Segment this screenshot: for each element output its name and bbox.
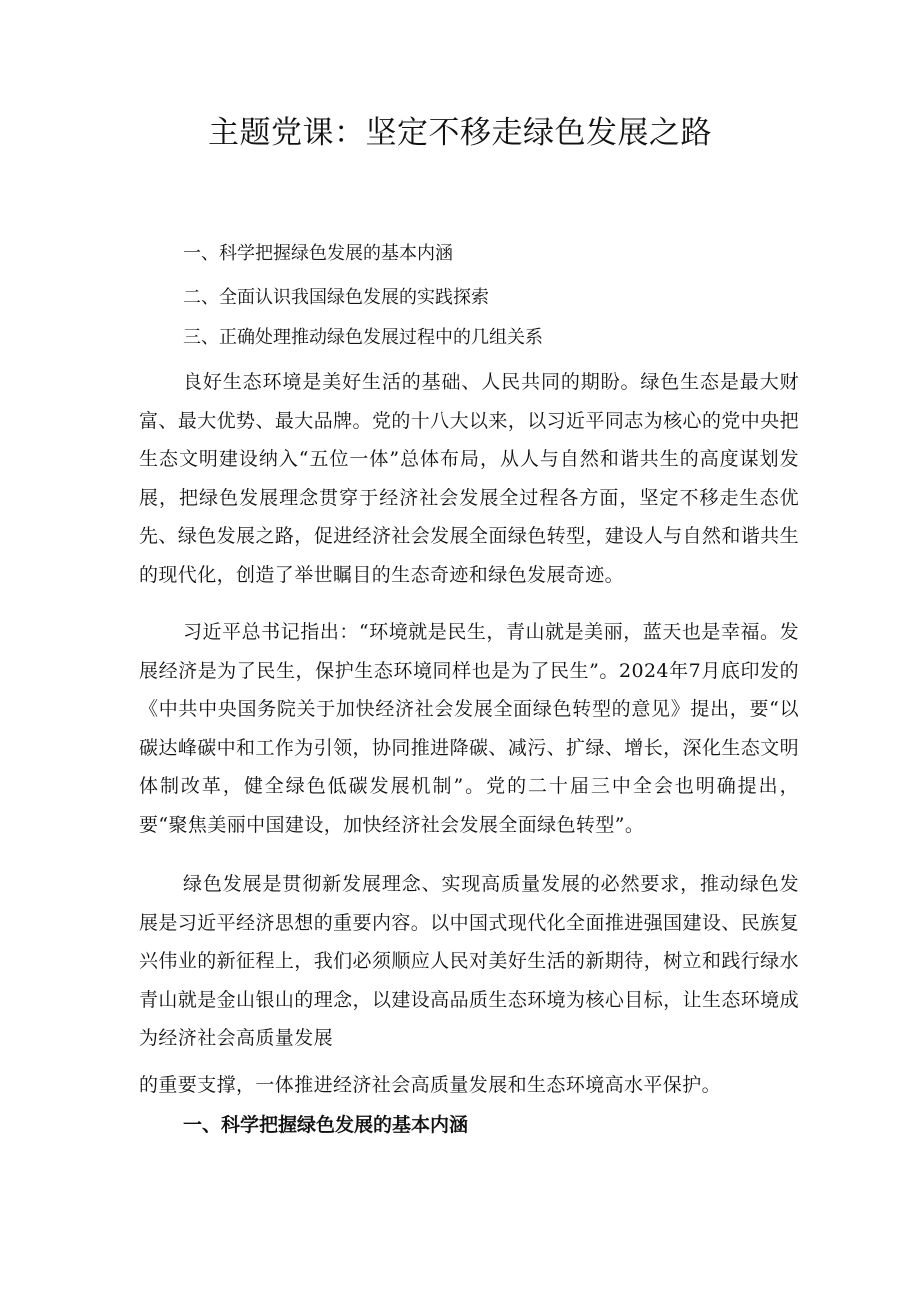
- paragraph-green-development-tail: 的重要支撑，一体推进经济社会高质量发展和生态环境高水平保护。: [139, 1074, 722, 1096]
- paragraph-green-development: 绿色发展是贯彻新发展理念、实现高质量发展的必然要求，推动绿色发展是习近平经济思想的重要内容。以中国式现代化全面推进强国建设、民族复兴伟业的新征程上，我们必须顺应人民对美好生活的新期待，树立和践行绿水青山就是金山银山的理念，以建设高品质生态环境为核心目标，让生态环境成为经济社会高质量发展: [139, 873, 799, 1049]
- toc-item-2: 二、全面认识我国绿色发展的实践探索: [183, 287, 489, 308]
- paragraph-intro: 良好生态环境是美好生活的基础、人民共同的期盼。绿色生态是最大财富、最大优势、最大品牌。党的十八大以来，以习近平同志为核心的党中央把生态文明建设纳入“五位一体”总体布局，从人与自然和谐共生的高度谋划发展，把绿色发展理念贯穿于经济社会发展全过程各方面，坚定不移走生态优先、绿色发展之路，促进经济社会发展全面绿色转型，建设人与自然和谐共生的现代化，创造了举世瞩目的生态奇迹和绿色发展奇迹。: [139, 371, 799, 586]
- section-heading: 一、科学把握绿色发展的基本内涵: [183, 1114, 469, 1136]
- paragraph-quote: 习近平总书记指出：“环境就是民生，青山就是美丽，蓝天也是幸福。发展经济是为了民生，保护生态环境同样也是为了民生”。2024年7月底印发的《中共中央国务院关于加快经济社会发展全面绿色转型的意见》提出，要“以碳达峰碳中和工作为引领，协同推进降碳、减污、扩绿、增长，深化生态文明体制改革，健全绿色低碳发展机制”。党的二十届三中全会也明确提出，要“聚焦美丽中国建设，加快经济社会发展全面绿色转型”。: [139, 621, 799, 836]
- toc-item-3: 三、正确处理推动绿色发展过程中的几组关系: [183, 327, 543, 348]
- toc-item-1: 一、科学把握绿色发展的基本内涵: [183, 243, 453, 264]
- document-title: 主题党课：坚定不移走绿色发展之路: [208, 115, 712, 151]
